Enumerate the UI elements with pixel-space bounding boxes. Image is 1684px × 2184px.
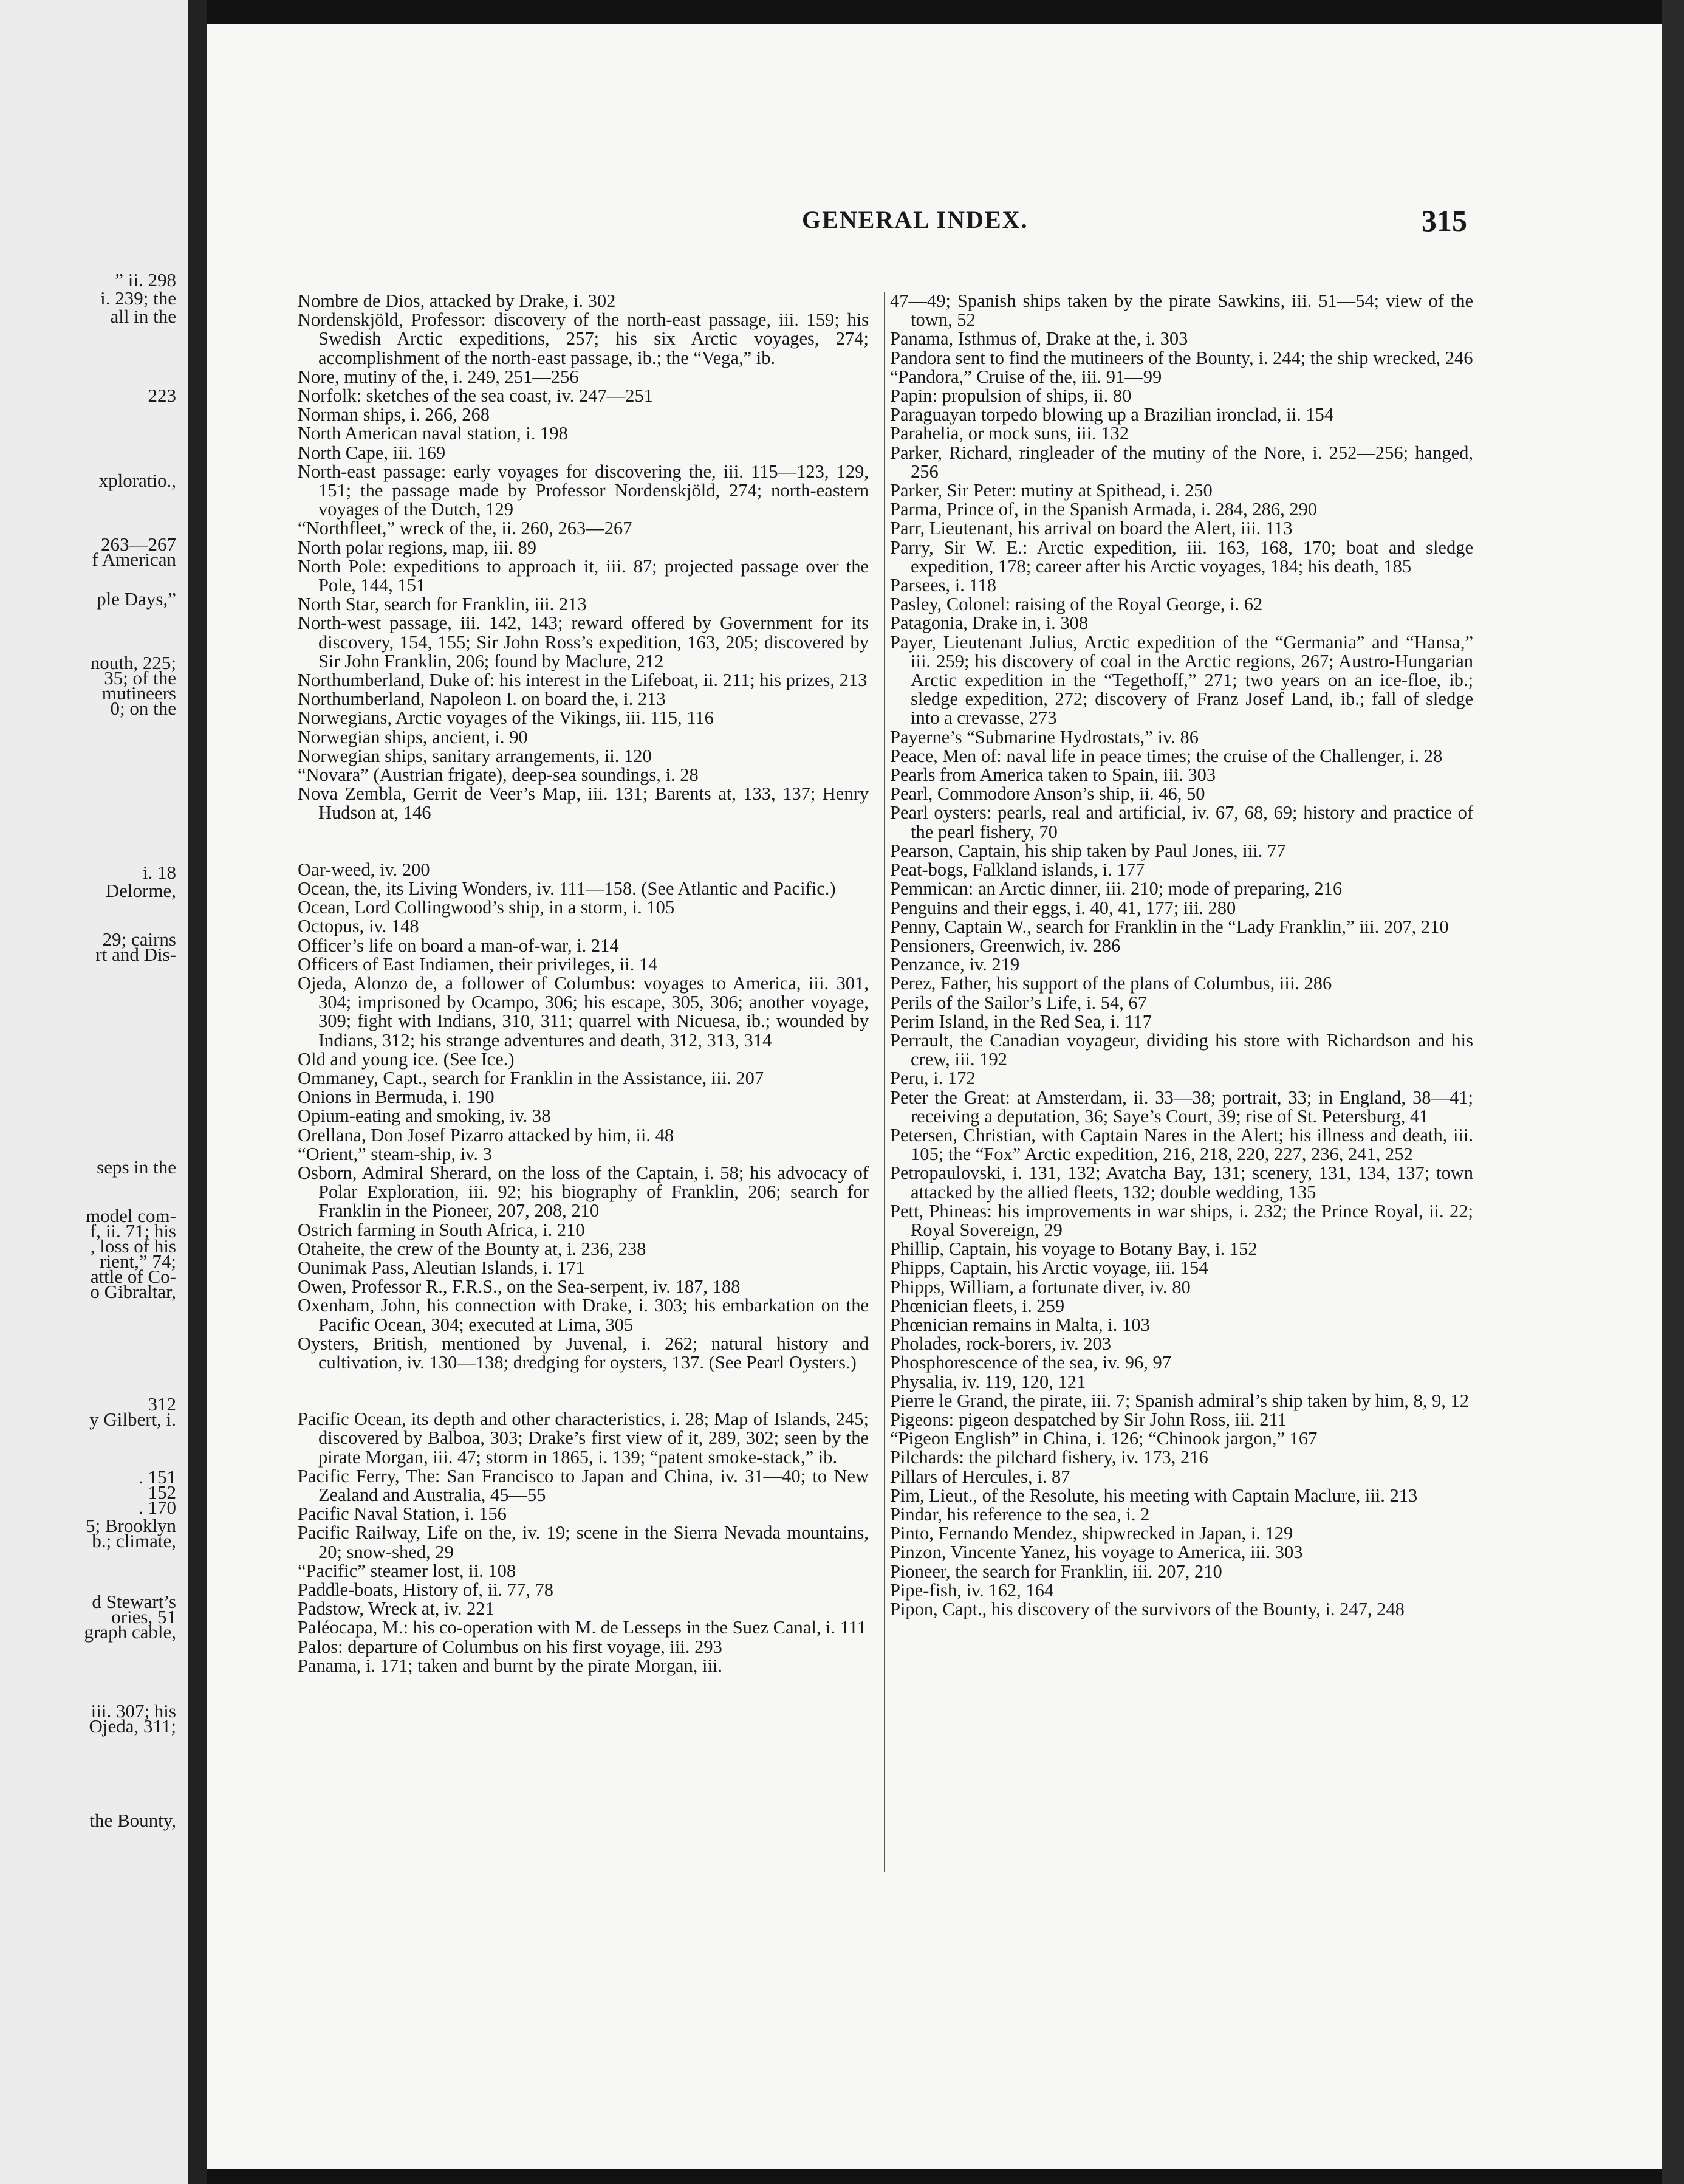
previous-page-text-fragment: f American	[92, 549, 176, 570]
index-entry: Paléocapa, M.: his co-operation with M. de Lesseps in the Suez Canal, i. 111	[298, 1617, 867, 1638]
index-entry: Norwegian ships, ancient, i. 90	[298, 726, 528, 747]
previous-page-text-fragment: f, ii. 71; his	[89, 1220, 176, 1241]
index-entry: Nore, mutiny of the, i. 249, 251—256	[298, 366, 579, 387]
index-entry: Pacific Ocean, its depth and other characteristics, i. 28; Map of Islands, 245; discovered by Balboa, 303; Drake’s first view of it, 289, 302; seen by the pirate Morgan, iii. 47; storm in 1865, i. 139; “patent smoke-stack,” ib.	[298, 1409, 869, 1468]
previous-page-text-fragment: 0; on the	[110, 698, 176, 719]
running-title: GENERAL INDEX.	[802, 206, 1029, 233]
index-entry: Oysters, British, mentioned by Juvenal, i. 262; natural history and cultivation, iv. 130—138; dredging for oysters, 137. (See Pearl Oysters.)	[298, 1333, 869, 1373]
index-entry: Phipps, William, a fortunate diver, iv. 80	[890, 1276, 1191, 1297]
page-number: 315	[1422, 204, 1467, 238]
previous-page-text-fragment: 312	[148, 1393, 176, 1415]
page-edge	[1662, 0, 1684, 2184]
index-entry: Officers of East Indiamen, their privileges, ii. 14	[298, 953, 658, 975]
index-entry: Old and young ice. (See Ice.)	[298, 1048, 515, 1070]
index-entry: Ommaney, Capt., search for Franklin in the Assistance, iii. 207	[298, 1067, 764, 1088]
index-entry: Parker, Sir Peter: mutiny at Spithead, i. 250	[890, 480, 1213, 501]
previous-page-text-fragment: . 151	[139, 1466, 176, 1488]
index-entry: Owen, Professor R., F.R.S., on the Sea-serpent, iv. 187, 188	[298, 1276, 741, 1297]
previous-page-text-fragment: Ojeda, 311;	[89, 1715, 176, 1737]
index-entry: Pemmican: an Arctic dinner, iii. 210; mode of preparing, 216	[890, 878, 1343, 899]
previous-page-text-fragment: ories, 51	[111, 1606, 176, 1627]
previous-page-text-fragment: seps in the	[97, 1156, 176, 1178]
index-entry: Pett, Phineas: his improvements in war ships, i. 232; the Prince Royal, ii. 22; Royal Sovereign, 29	[890, 1200, 1473, 1240]
previous-page-text-fragment: 223	[148, 385, 176, 406]
index-entry: Pinzon, Vincente Yanez, his voyage to America, iii. 303	[890, 1542, 1303, 1563]
index-entry: Ounimak Pass, Aleutian Islands, i. 171	[298, 1257, 585, 1278]
previous-page-text-fragment: mutineers	[101, 682, 176, 704]
index-entry: Northumberland, Duke of: his interest in the Lifeboat, ii. 211; his prizes, 213	[298, 670, 868, 691]
index-entry: Northumberland, Napoleon I. on board the, i. 213	[298, 689, 666, 710]
index-entry: Otaheite, the crew of the Bounty at, i. 236, 238	[298, 1238, 646, 1259]
previous-page-text-fragment: i. 18	[142, 862, 176, 883]
running-header	[207, 205, 1671, 242]
index-entry: Paraguayan torpedo blowing up a Brazilian ironclad, ii. 154	[890, 404, 1334, 425]
index-page	[207, 24, 1671, 2169]
index-entry: Perils of the Sailor’s Life, i. 54, 67	[890, 992, 1147, 1013]
index-entry: Ocean, the, its Living Wonders, iv. 111—158. (See Atlantic and Pacific.)	[298, 877, 836, 899]
index-entry: Payerne’s “Submarine Hydrostats,” iv. 86	[890, 726, 1199, 747]
index-entry: Pindar, his reference to the sea, i. 2	[890, 1504, 1150, 1525]
index-entry: Norman ships, i. 266, 268	[298, 404, 490, 425]
index-entry: Pilchards: the pilchard fishery, iv. 173, 216	[890, 1447, 1208, 1468]
index-entry: Parma, Prince of, in the Spanish Armada, i. 284, 286, 290	[890, 499, 1318, 520]
index-entry: Norwegian ships, sanitary arrangements, ii. 120	[298, 745, 652, 766]
previous-page-text-fragment: ” ii. 298	[115, 269, 176, 290]
index-entry: Parry, Sir W. E.: Arctic expedition, iii. 163, 168, 170; boat and sledge expedition, 178; career after his Arctic voyages, 184; his death, 185	[890, 537, 1473, 577]
index-entry: Pasley, Colonel: raising of the Royal George, i. 62	[890, 594, 1263, 615]
index-entry: Padstow, Wreck at, iv. 221	[298, 1598, 495, 1619]
index-entry: Nova Zembla, Gerrit de Veer’s Map, iii. 131; Barents at, 133, 137; Henry Hudson at, 146	[298, 783, 869, 823]
index-entry: Oxenham, John, his connection with Drake, i. 303; his embarkation on the Pacific Ocean, 304; executed at Lima, 305	[298, 1295, 869, 1335]
index-entry: Norfolk: sketches of the sea coast, iv. 247—251	[298, 385, 654, 407]
index-entry: “Pacific” steamer lost, ii. 108	[298, 1560, 516, 1581]
index-entry: Phillip, Captain, his voyage to Botany Bay, i. 152	[890, 1238, 1258, 1260]
index-entry: “Novara” (Austrian frigate), deep-sea soundings, i. 28	[298, 764, 699, 786]
previous-page-text-fragment: all in the	[110, 306, 176, 327]
index-entry: “Orient,” steam-ship, iv. 3	[298, 1143, 492, 1164]
column-divider	[884, 292, 885, 1872]
previous-page-text-fragment: rt and Dis-	[95, 944, 176, 965]
index-entry: Payer, Lieutenant Julius, Arctic expedition of the “Germania” and “Hansa,” iii. 259; his discovery of coal in the Arctic regions, 267; Austro-Hungarian Arctic expedition in the “Tegethoff,” 271; two years on an ice-floe, ib.; sledge expedition, 272; discovery of Franz Josef Land, ib.; fall of sledge into a crevasse, 273	[890, 631, 1473, 729]
index-entry: Pearl oysters: pearls, real and artificial, iv. 67, 68, 69; history and practice of the pearl fishery, 70	[890, 802, 1473, 842]
index-entry: Parr, Lieutenant, his arrival on board the Alert, iii. 113	[890, 518, 1293, 539]
previous-page-text-fragment: 263—267	[101, 534, 176, 555]
index-entry: Pipon, Capt., his discovery of the survivors of the Bounty, i. 247, 248	[890, 1599, 1405, 1620]
book-gutter	[188, 0, 207, 2184]
previous-page-text-fragment: rient,” 74;	[100, 1251, 176, 1272]
letter-section-gap	[298, 823, 869, 860]
previous-page-text-fragment: y Gilbert, i.	[89, 1409, 176, 1430]
previous-page-text-fragment: iii. 307; his	[91, 1700, 176, 1722]
index-entry: “Pandora,” Cruise of the, iii. 91—99	[890, 366, 1162, 387]
index-entry: North-east passage: early voyages for discovering the, iii. 115—123, 129, 151; the passage made by Professor Nordenskjöld, 274; north-eastern voyages of the Dutch, 129	[298, 461, 869, 520]
index-entry: Pierre le Grand, the pirate, iii. 7; Spanish admiral’s ship taken by him, 8, 9, 12	[890, 1390, 1469, 1411]
index-entry: Opium-eating and smoking, iv. 38	[298, 1105, 551, 1127]
index-entry: Octopus, iv. 148	[298, 916, 419, 937]
index-column-left	[298, 292, 869, 1675]
index-column-right	[890, 292, 1473, 1619]
index-entry: Pacific Naval Station, i. 156	[298, 1503, 507, 1525]
index-entry: North American naval station, i. 198	[298, 423, 568, 444]
index-entry: Pim, Lieut., of the Resolute, his meeting with Captain Maclure, iii. 213	[890, 1485, 1418, 1506]
index-entry: Pacific Ferry, The: San Francisco to Japan and China, iv. 31—40; to New Zealand and Australia, 45—55	[298, 1465, 869, 1505]
index-entry: North polar regions, map, iii. 89	[298, 537, 537, 558]
index-entry: Pipe-fish, iv. 162, 164	[890, 1579, 1054, 1601]
previous-page-text-fragment: model com-	[86, 1205, 176, 1226]
index-entry: North Pole: expeditions to approach it, iii. 87; projected passage over the Pole, 144, 151	[298, 555, 869, 596]
previous-page-text-fragment: the Bounty,	[89, 1810, 176, 1831]
index-entry: Peru, i. 172	[890, 1068, 976, 1089]
index-entry: Pearls from America taken to Spain, iii. 303	[890, 764, 1216, 786]
previous-page-text-fragment: 152	[148, 1482, 176, 1503]
index-entry: 47—49; Spanish ships taken by the pirate Sawkins, iii. 51—54; view of the town, 52	[890, 290, 1473, 331]
index-entry: Pearson, Captain, his ship taken by Paul Jones, iii. 77	[890, 840, 1286, 861]
index-entry: Phœnician fleets, i. 259	[890, 1295, 1065, 1316]
index-entry: Pinto, Fernando Mendez, shipwrecked in Japan, i. 129	[890, 1523, 1293, 1544]
previous-page-text-fragment: Delorme,	[105, 880, 176, 901]
index-entry: Onions in Bermuda, i. 190	[298, 1087, 495, 1108]
index-entry: Palos: departure of Columbus on his first voyage, iii. 293	[298, 1636, 722, 1657]
index-entry: Officer’s life on board a man-of-war, i. 214	[298, 935, 619, 956]
index-entry: North-west passage, iii. 142, 143; reward offered by Government for its discovery, 154, 155; Sir John Ross’s expedition, 163, 205; discovered by Sir John Franklin, 206; found by Maclure, 212	[298, 613, 869, 671]
index-entry: Ostrich farming in South Africa, i. 210	[298, 1219, 585, 1240]
index-entry: Peace, Men of: naval life in peace times; the cruise of the Challenger, i. 28	[890, 745, 1443, 766]
index-entry: Panama, Isthmus of, Drake at the, i. 303	[890, 328, 1188, 349]
index-entry: Pandora sent to find the mutineers of the Bounty, i. 244; the ship wrecked, 246	[890, 347, 1473, 368]
previous-page-text-fragment: ple Days,”	[97, 588, 176, 610]
index-entry: Norwegians, Arctic voyages of the Vikings, iii. 115, 116	[298, 707, 714, 729]
index-entry: Panama, i. 171; taken and burnt by the pirate Morgan, iii.	[298, 1655, 723, 1676]
index-entry: Pioneer, the search for Franklin, iii. 207, 210	[890, 1561, 1222, 1582]
index-entry: Peter the Great: at Amsterdam, ii. 33—38; portrait, 33; in England, 38—41; receiving a deputation, 36; Saye’s Court, 39; rise of St. Petersburg, 41	[890, 1087, 1473, 1127]
previous-page-text-fragment: o Gibraltar,	[90, 1281, 176, 1302]
index-entry: Ocean, Lord Collingwood’s ship, in a storm, i. 105	[298, 897, 675, 918]
previous-page-text-fragment: nouth, 225;	[90, 652, 176, 673]
previous-page-fragment	[0, 0, 188, 2184]
index-entry: Nordenskjöld, Professor: discovery of the north-east passage, iii. 159; his Swedish Arctic expeditions, 257; his six Arctic voyages, 274; accomplishment of the north-east passage, ib.; the “Vega,” ib.	[298, 309, 869, 368]
index-entry: Petersen, Christian, with Captain Nares in the Alert; his illness and death, iii. 105; the “Fox” Arctic expedition, 216, 218, 220, 227, 236, 241, 252	[890, 1124, 1473, 1165]
previous-page-text-fragment: i. 239; the	[100, 287, 176, 309]
index-entry: Parsees, i. 118	[890, 575, 997, 596]
index-entry: Perrault, the Canadian voyageur, dividing his store with Richardson and his crew, iii. 192	[890, 1029, 1473, 1070]
index-entry: Physalia, iv. 119, 120, 121	[890, 1371, 1086, 1392]
index-entry: Pillars of Hercules, i. 87	[890, 1466, 1070, 1487]
index-entry: Pigeons: pigeon despatched by Sir John Ross, iii. 211	[890, 1409, 1287, 1430]
index-entry: Pholades, rock-borers, iv. 203	[890, 1333, 1111, 1355]
index-entry: Parker, Richard, ringleader of the mutiny of the Nore, i. 252—256; hanged, 256	[890, 442, 1473, 482]
index-entry: Penzance, iv. 219	[890, 954, 1020, 975]
previous-page-text-fragment: 5; Brooklyn	[86, 1515, 176, 1536]
index-entry: Pensioners, Greenwich, iv. 286	[890, 935, 1121, 956]
previous-page-text-fragment: d Stewart’s	[92, 1591, 176, 1612]
index-entry: Petropaulovski, i. 131, 132; Avatcha Bay, 131; scenery, 131, 134, 137; town attacked by the allied fleets, 132; double wedding, 135	[890, 1162, 1473, 1203]
index-entry: Oar-weed, iv. 200	[298, 859, 430, 880]
index-entry: North Star, search for Franklin, iii. 213	[298, 594, 587, 615]
previous-page-text-fragment: , loss of his	[90, 1235, 176, 1257]
index-entry: Parahelia, or mock suns, iii. 132	[890, 423, 1129, 444]
index-entry: Penny, Captain W., search for Franklin in the “Lady Franklin,” iii. 207, 210	[890, 916, 1449, 937]
index-entry: Phosphorescence of the sea, iv. 96, 97	[890, 1352, 1172, 1373]
previous-page-text-fragment: . 170	[139, 1497, 176, 1518]
previous-page-text-fragment: graph cable,	[84, 1621, 176, 1643]
index-entry: Ojeda, Alonzo de, a follower of Columbus: voyages to America, iii. 301, 304; imprisoned by Ocampo, 306; his escape, 305, 306; another voyage, 309; fight with Indians, 310, 311; quarrel with Nicuesa, ib.; wounded by Indians, 312; his strange adventures and death, 312, 313, 314	[298, 972, 869, 1051]
index-entry: Patagonia, Drake in, i. 308	[890, 613, 1089, 634]
index-entry: Nombre de Dios, attacked by Drake, i. 302	[298, 290, 616, 311]
index-entry: North Cape, iii. 169	[298, 442, 446, 463]
index-entry: Phipps, Captain, his Arctic voyage, iii. 154	[890, 1257, 1208, 1279]
previous-page-text-fragment: 29; cairns	[102, 929, 176, 950]
index-entry: Perez, Father, his support of the plans of Columbus, iii. 286	[890, 973, 1332, 994]
index-entry: “Pigeon English” in China, i. 126; “Chinook jargon,” 167	[890, 1428, 1318, 1449]
index-entry: Perim Island, in the Red Sea, i. 117	[890, 1011, 1152, 1032]
previous-page-text-fragment: 35; of the	[104, 667, 176, 689]
index-entry: Orellana, Don Josef Pizarro attacked by him, ii. 48	[298, 1124, 674, 1145]
index-entry: Peat-bogs, Falkland islands, i. 177	[890, 859, 1145, 881]
index-entry: Pearl, Commodore Anson’s ship, ii. 46, 50	[890, 783, 1205, 805]
index-entry: Paddle-boats, History of, ii. 77, 78	[298, 1579, 554, 1600]
previous-page-text-fragment: xploratio.,	[98, 470, 176, 491]
letter-section-gap	[298, 1372, 869, 1410]
index-entry: Pacific Railway, Life on the, iv. 19; scene in the Sierra Nevada mountains, 20; snow-shed, 29	[298, 1522, 869, 1562]
previous-page-text-fragment: attle of Co-	[90, 1266, 176, 1287]
previous-page-text-fragment: b.; climate,	[92, 1530, 176, 1551]
index-entry: Phœnician remains in Malta, i. 103	[890, 1314, 1150, 1335]
index-entry: Penguins and their eggs, i. 40, 41, 177; iii. 280	[890, 897, 1236, 918]
index-entry: “Northfleet,” wreck of the, ii. 260, 263—267	[298, 518, 632, 539]
index-entry: Papin: propulsion of ships, ii. 80	[890, 385, 1132, 407]
index-entry: Osborn, Admiral Sherard, on the loss of the Captain, i. 58; his advocacy of Polar Exploration, iii. 92; his biography of Franklin, 206; search for Franklin in the Pioneer, 207, 208, 210	[298, 1162, 869, 1221]
